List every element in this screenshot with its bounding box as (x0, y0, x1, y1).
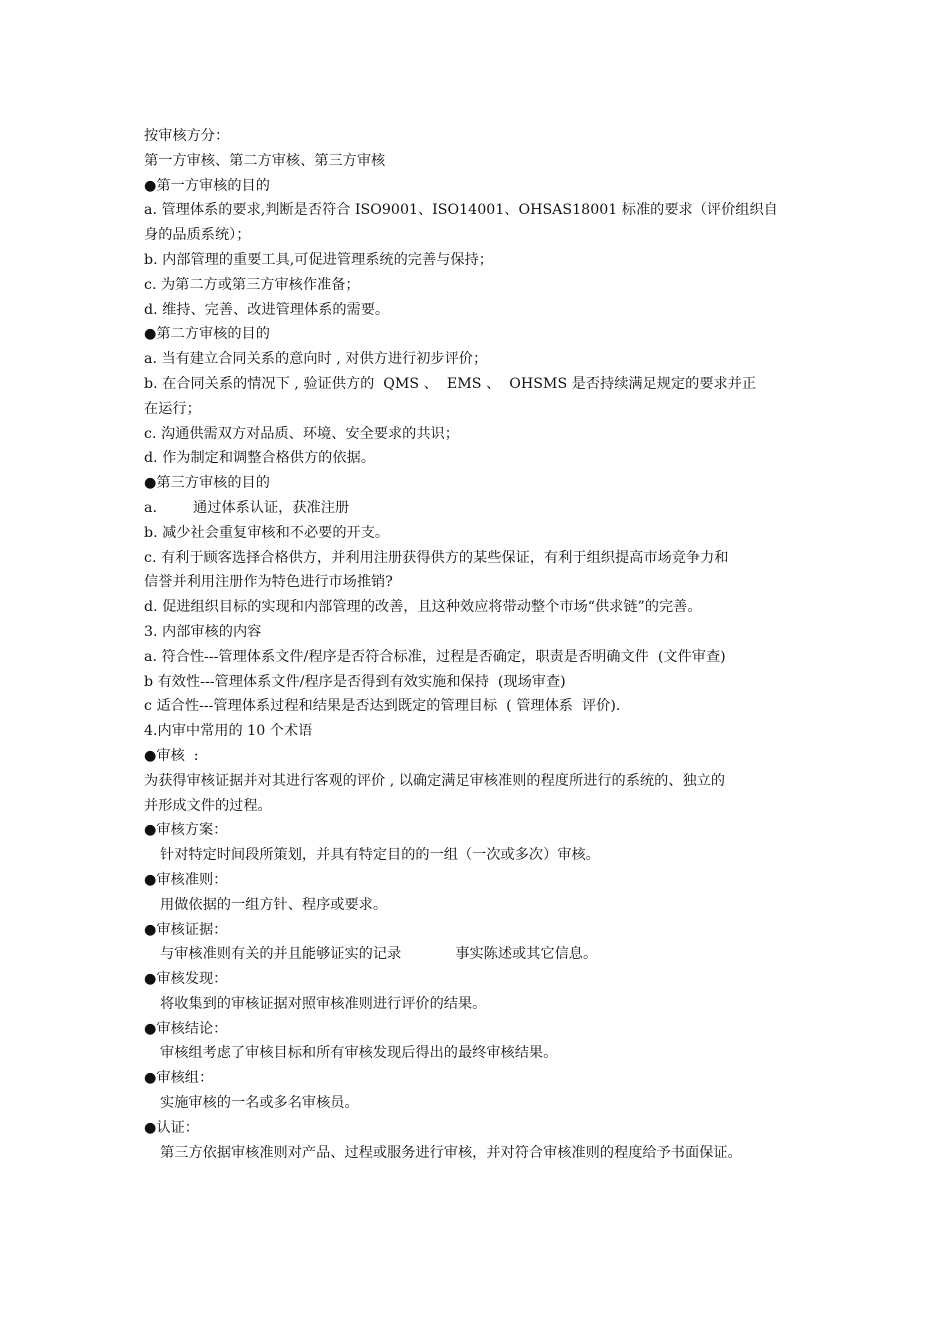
text-line: b. 减少社会重复审核和不必要的开支。 (144, 524, 390, 541)
text-line: 将收集到的审核证据对照审核准则进行评价的结果。 (160, 995, 487, 1012)
text-line: 并形成文件的过程。 (144, 797, 272, 814)
text-line: a. 通过体系认证，获准注册 (144, 499, 350, 516)
document-body (144, 124, 808, 1165)
text-line: a. 管理体系的要求,判断是否符合 ISO9001、ISO14001、OHSAS18001 标准的要求（评价组织自 (144, 202, 778, 219)
text-line: c. 为第二方或第三方审核作准备； (144, 276, 360, 293)
text-line: 第一方审核、第二方审核、第三方审核 (144, 152, 386, 169)
text-line: ●审核证据： (144, 921, 228, 938)
text-line: b 有效性---管理体系文件/程序是否得到有效实施和保持 (现场审查) (144, 673, 566, 690)
text-line: ●审核准则： (144, 871, 228, 888)
text-line: ●第三方审核的目的 (144, 475, 270, 492)
text-line: 3. 内部审核的内容 (144, 623, 262, 640)
text-line: ●认证： (144, 1119, 199, 1136)
text-line: ●审核组： (144, 1070, 214, 1087)
text-line: 4.内审中常用的 10 个术语 (144, 723, 313, 740)
text-line: 身的品质系统）； (144, 227, 251, 244)
text-line: b. 内部管理的重要工具,可促进管理系统的完善与保持； (144, 251, 493, 268)
text-line: 针对特定时间段所策划，并具有特定目的的一组（一次或多次）审核。 (160, 847, 600, 864)
text-line: a. 当有建立合同关系的意向时 , 对供方进行初步评价； (144, 351, 488, 368)
text-line: ●审核发现： (144, 971, 228, 988)
text-line: 按审核方分： (144, 128, 230, 144)
text-line: d. 作为制定和调整合格供方的依据。 (144, 450, 375, 467)
text-line: d. 促进组织目标的实现和内部管理的改善，且这种效应将带动整个市场“供求链”的完善。 (144, 599, 702, 616)
text-line: 为获得审核证据并对其进行客观的评价 , 以确定满足审核准则的程度所进行的系统的、独立的 (144, 772, 726, 789)
text-line: a. 符合性---管理体系文件/程序是否符合标准，过程是否确定，职责是否明确文件 (文件审查) (144, 648, 726, 665)
text-line: d. 维持、完善、改进管理体系的需要。 (144, 301, 390, 318)
text-line: ●第一方审核的目的 (144, 177, 270, 194)
text-line: 审核组考虑了审核目标和所有审核发现后得出的最终审核结果。 (160, 1045, 558, 1062)
text-line: ●第二方审核的目的 (144, 326, 270, 343)
text-line: 与审核准则有关的并且能够证实的记录 事实陈述或其它信息。 (160, 946, 598, 963)
text-line: ●审核结论： (144, 1020, 228, 1037)
text-line: 在运行； (144, 400, 201, 417)
text-line: 实施审核的一名或多名审核员。 (160, 1095, 359, 1112)
text-line: ●审核 : (144, 747, 199, 764)
text-line: 第三方依据审核准则对产品、过程或服务进行审核，并对符合审核准则的程度给予书面保证。 (160, 1144, 742, 1161)
text-line: 用做依据的一组方针、程序或要求。 (160, 896, 388, 913)
text-line: ●审核方案： (144, 822, 228, 839)
text-line: c. 沟通供需双方对品质、环境、安全要求的共识； (144, 425, 459, 442)
text-line: c 适合性---管理体系过程和结果是否达到既定的管理目标 ( 管理体系 评价). (144, 698, 621, 715)
text-line: c. 有利于顾客选择合格供方，并利用注册获得供方的某些保证，有利于组织提高市场竞争力和 (144, 549, 729, 566)
text-line: 信誉并利用注册作为特色进行市场推销? (144, 574, 393, 591)
text-line: b. 在合同关系的情况下 , 验证供方的 QMS 、 EMS 、 OHSMS 是否持续满足规定的要求并正 (144, 375, 757, 392)
